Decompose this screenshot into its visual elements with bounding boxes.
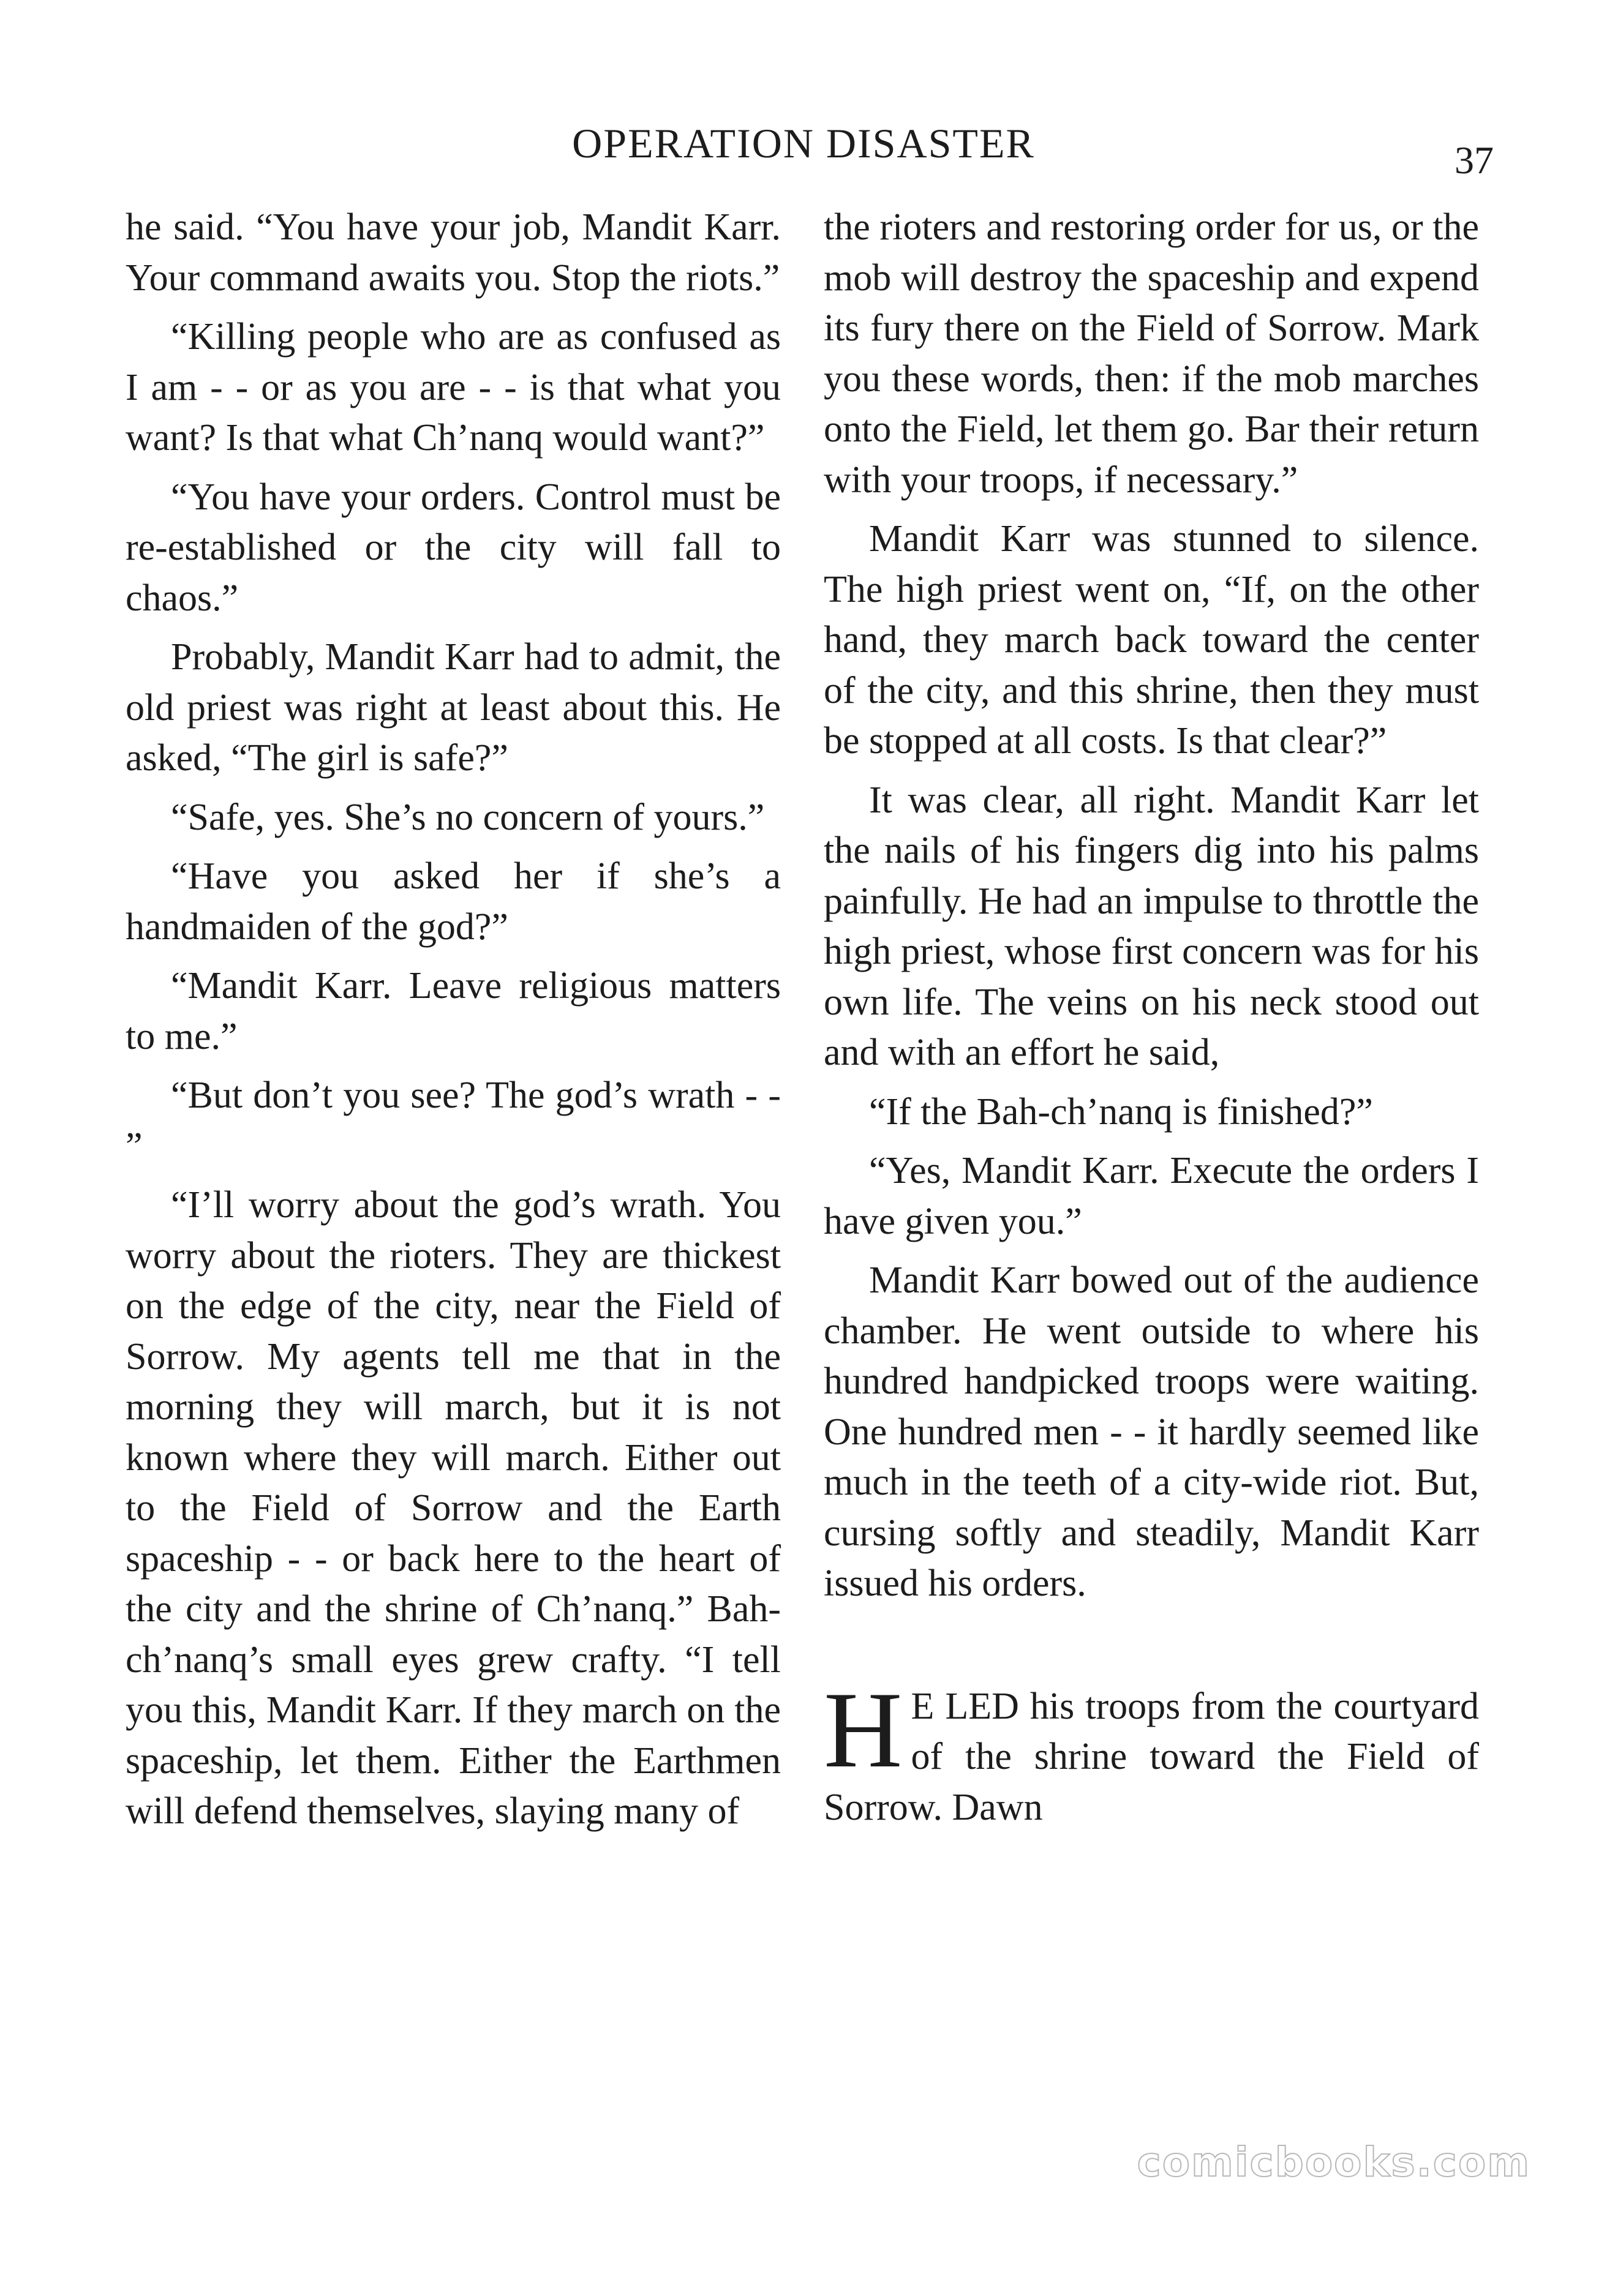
drop-cap: H bbox=[824, 1668, 903, 1790]
paragraph: It was clear, all right. Mandit Karr let the nails of his fingers dig into his palms painfully. He had an impulse to throttle the high priest, whose first concern was for his own life. The veins on his neck stood out and with an effort he said, bbox=[824, 779, 1479, 1073]
paragraph: “Mandit Karr. Leave religious matters to me.” bbox=[126, 965, 781, 1057]
section-opening-text: E LED his troops from the courtyard of the shrine toward the Field of Sorrow. Dawn bbox=[824, 1685, 1479, 1828]
paragraph: “You have your orders. Control must be re-established or the city will fall to chaos.” bbox=[126, 476, 781, 619]
paragraph: “Have you asked her if she’s a handmaiden of the god?” bbox=[126, 855, 781, 948]
paragraph: “I’ll worry about the god’s wrath. You worry about the rioters. They are thickest on the edge of the city, near the Field of Sorrow. My agents tell me that in the morning they will march, but it is not known where they will march. Either out to the Field of Sorrow and the Earth spaceship - - or back here to the heart of the city and the shrine of Ch’nanq.” Bah-ch’nanq’s small eyes grew crafty. “I tell you this, Mandit Karr. If they march on the spaceship, let them. Either the Earthmen will defend themselves, slaying many of bbox=[126, 1184, 781, 1832]
paragraph: “If the Bah-ch’nanq is finished?” bbox=[869, 1090, 1373, 1133]
paragraph: Probably, Mandit Karr had to admit, the old priest was right at least about this. He asked, “The girl is safe?” bbox=[126, 636, 781, 779]
paragraph: he said. “You have your job, Mandit Karr. Your command awaits you. Stop the riots.” bbox=[126, 206, 781, 299]
paragraph: Mandit Karr bowed out of the audience chamber. He went outside to where his hundred handpicked troops were waiting. One hundred men - - it hardly seemed like much in the teeth of a city-wide riot. But, cursing softly and steadily, Mandit Karr issued his orders. bbox=[824, 1259, 1479, 1604]
paragraph: Mandit Karr was stunned to silence. The high priest went on, “If, on the other hand, they march back toward the center of the city, and this shrine, then they must be stopped at all costs. Is that clear?” bbox=[824, 518, 1479, 762]
paragraph: “But don’t you see? The god’s wrath - - ” bbox=[126, 1075, 781, 1167]
right-column bbox=[824, 202, 1479, 1841]
watermark: comicbooks.com bbox=[1137, 2139, 1530, 2186]
section-opening-paragraph bbox=[824, 1668, 1479, 1833]
paragraph: “Yes, Mandit Karr. Execute the orders I have given you.” bbox=[824, 1150, 1479, 1242]
paragraph: “Safe, yes. She’s no concern of yours.” bbox=[171, 796, 765, 838]
paragraph: “Killing people who are as confused as I am - - or as you are - - is that what you want? Is that what Ch’nanq would want?” bbox=[126, 316, 781, 459]
page-number: 37 bbox=[1455, 138, 1494, 182]
running-head: OPERATION DISASTER bbox=[572, 120, 1035, 167]
paragraph: the rioters and restoring order for us, or the mob will destroy the spaceship and expend its fury there on the Field of Sorrow. Mark you these words, then: if the mob marches onto the Field, let them go. Bar their return with your troops, if necessary.” bbox=[824, 206, 1479, 501]
left-column bbox=[126, 202, 781, 1845]
